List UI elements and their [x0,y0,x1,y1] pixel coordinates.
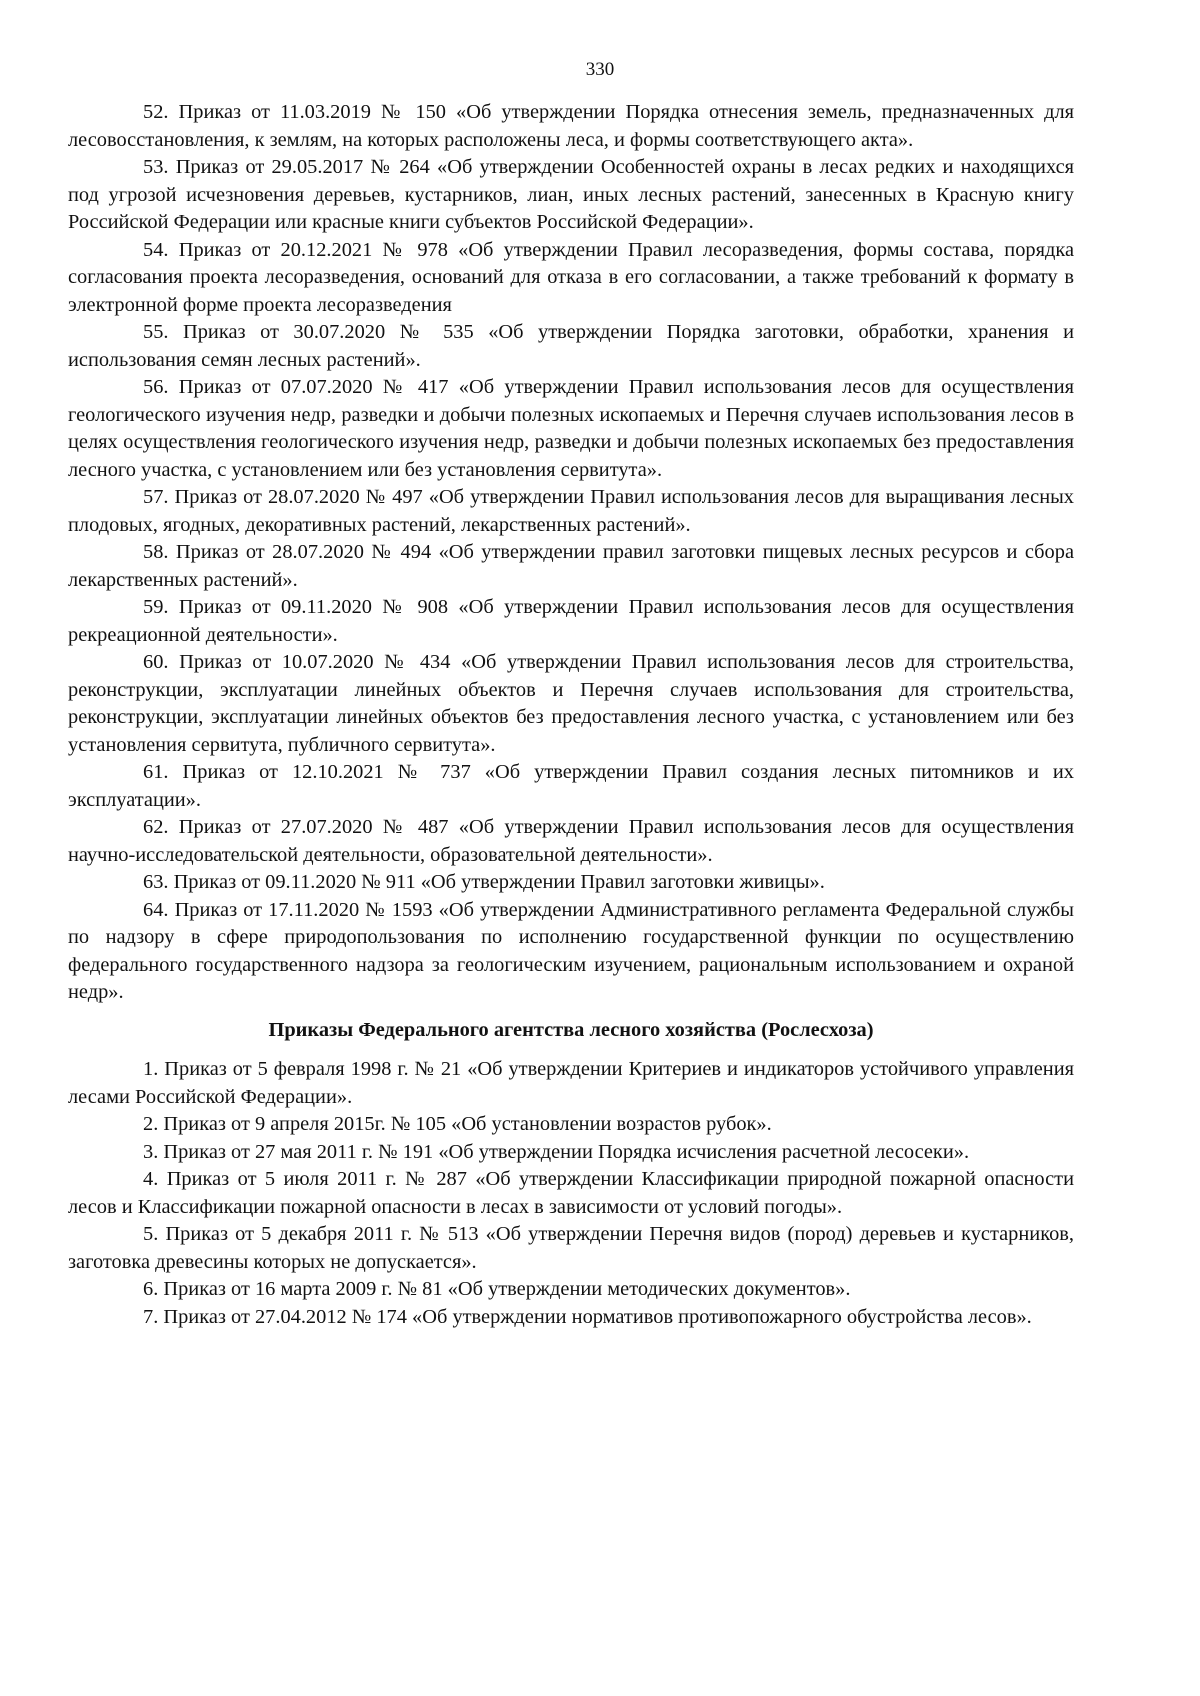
page-content [68,99,1074,1331]
page-number: 330 [585,59,615,80]
section-rosprirodnadzor-orders-list [68,99,1074,1007]
list-item: 62. Приказ от 27.07.2020 № 487 «Об утверждении Правил использования лесов для осуществления научно-исследовательской деятельности, образовательной деятельности». [68,816,1074,866]
list-item: 59. Приказ от 09.11.2020 № 908 «Об утверждении Правил использования лесов для осуществления рекреационной деятельности». [68,596,1074,646]
list-item: 55. Приказ от 30.07.2020 № 535 «Об утверждении Порядка заготовки, обработки, хранения и использования семян лесных растений». [68,321,1074,371]
list-item: 6. Приказ от 16 марта 2009 г. № 81 «Об утверждении методических документов». [143,1278,851,1300]
list-item: 5. Приказ от 5 декабря 2011 г. № 513 «Об утверждении Перечня видов (пород) деревьев и кустарников, заготовка древесины которых не допускается». [68,1223,1074,1273]
list-item: 61. Приказ от 12.10.2021 № 737 «Об утверждении Правил создания лесных питомников и их эксплуатации». [68,761,1074,811]
section-heading: Приказы Федерального агентства лесного хозяйства (Рослесхоза) [268,1018,874,1041]
list-item: 58. Приказ от 28.07.2020 № 494 «Об утверждении правил заготовки пищевых лесных ресурсов и сбора лекарственных растений». [68,541,1074,591]
list-item: 54. Приказ от 20.12.2021 № 978 «Об утверждении Правил лесоразведения, формы состава, порядка согласования проекта лесоразведения, оснований для отказа в его согласовании, а также требований к формату в электронной форме проекта лесоразведения [68,238,1074,316]
list-item: 3. Приказ от 27 мая 2011 г. № 191 «Об утверждении Порядка исчисления расчетной лесосеки». [143,1140,970,1163]
list-item: 56. Приказ от 07.07.2020 № 417 «Об утверждении Правил использования лесов для осуществления геологического изучения недр, разведки и добычи полезных ископаемых и Перечня случаев использования лесов в целях осуществления геологического изучения недр, разведки и добычи полезных ископаемых без предоставления лесного участка, с установлением или без установления сервитута». [68,376,1074,481]
list-item: 53. Приказ от 29.05.2017 № 264 «Об утверждении Особенностей охраны в лесах редких и находящихся под угрозой исчезновения деревьев, кустарников, лиан, иных лесных растений, занесенных в Красную книгу Российской Федерации или красные книги субъектов Российской Федерации». [68,156,1074,233]
list-item: 4. Приказ от 5 июля 2011 г. № 287 «Об утверждении Классификации природной пожарной опасности лесов и Классификации пожарной опасности в лесах в зависимости от условий погоды». [68,1168,1074,1218]
list-item: 57. Приказ от 28.07.2020 № 497 «Об утверждении Правил использования лесов для выращивания лесных плодовых, ягодных, декоративных растений, лекарственных растений». [68,486,1074,536]
section-rosleskhoz-orders-list [68,1056,1074,1331]
list-item: 2. Приказ от 9 апреля 2015г. № 105 «Об установлении возрастов рубок». [143,1113,772,1135]
list-item: 52. Приказ от 11.03.2019 № 150 «Об утверждении Порядка отнесения земель, предназначенных для лесовосстановления, к землям, на которых расположены леса, и формы соответствующего акта». [68,101,1074,151]
list-item: 63. Приказ от 09.11.2020 № 911 «Об утверждении Правил заготовки живицы». [143,871,825,893]
list-item: 1. Приказ от 5 февраля 1998 г. № 21 «Об утверждении Критериев и индикаторов устойчивого управления лесами Российской Федерации». [68,1058,1074,1108]
list-item: 64. Приказ от 17.11.2020 № 1593 «Об утверждении Административного регламента Федеральной службы по надзору в сфере природопользования по исполнению государственной функции по осуществлению федерального государственного надзора за геологическим изучением, рациональным использованием и охраной недр». [68,898,1074,1003]
list-item: 7. Приказ от 27.04.2012 № 174 «Об утверждении нормативов противопожарного обустройства лесов». [143,1305,1032,1328]
list-item: 60. Приказ от 10.07.2020 № 434 «Об утверждении Правил использования лесов для строительства, реконструкции, эксплуатации линейных объектов и Перечня случаев использования для строительства, реконструкции, эксплуатации линейных объектов без предоставления лесного участка, с установлением или без установления сервитута, публичного сервитута». [68,651,1074,756]
